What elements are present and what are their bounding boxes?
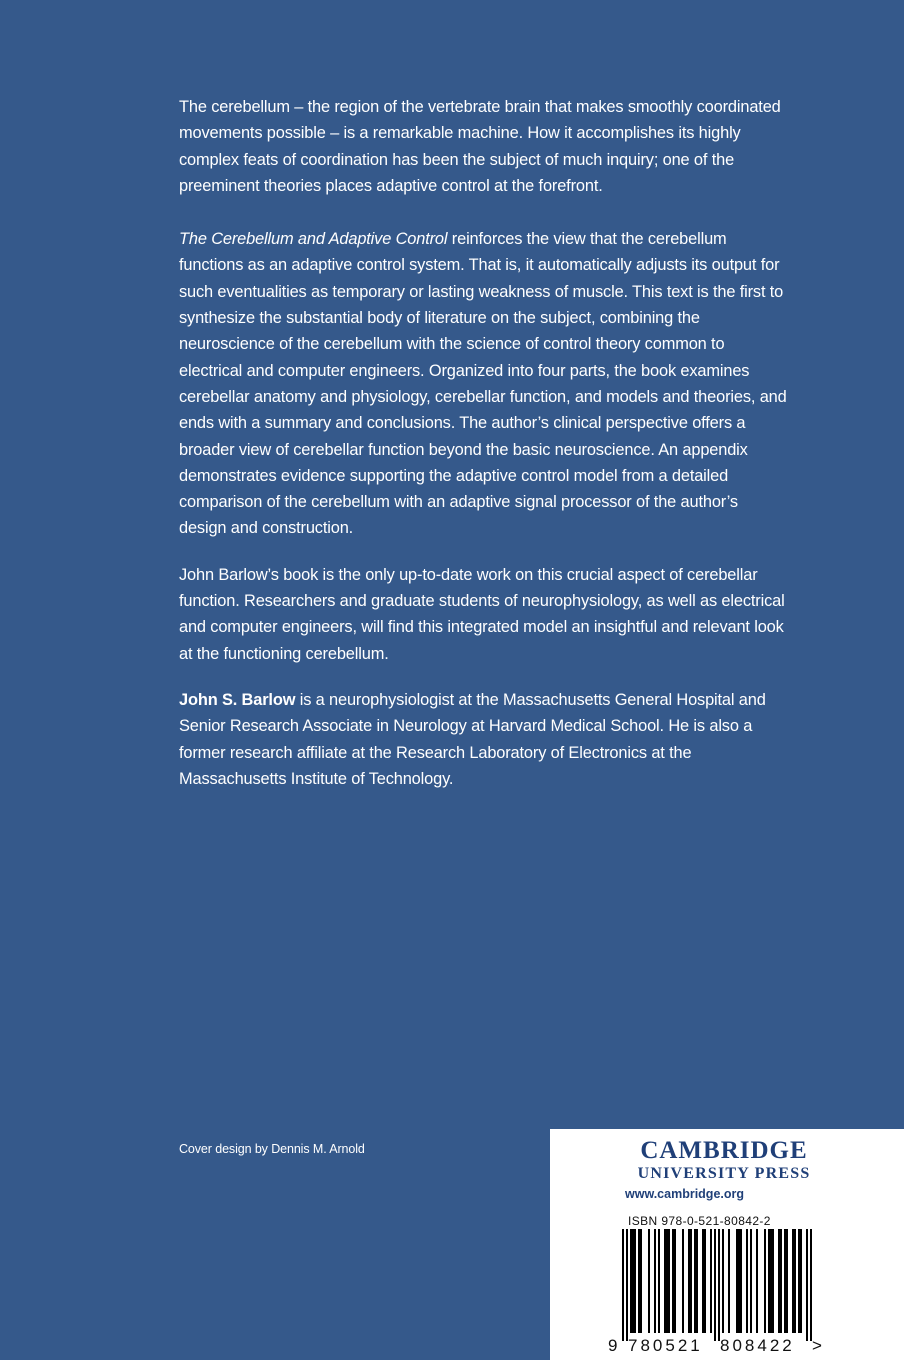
barcode-bar — [800, 1229, 802, 1333]
barcode-bar — [634, 1229, 636, 1333]
barcode-bar — [622, 1229, 624, 1341]
barcode-bar — [632, 1229, 634, 1333]
barcode-bar — [778, 1229, 780, 1333]
barcode-bar — [798, 1229, 800, 1333]
barcode-trail: > — [812, 1336, 822, 1355]
back-cover-blurb — [179, 94, 789, 792]
barcode-bar — [682, 1229, 684, 1333]
barcode-bar — [722, 1229, 724, 1333]
barcode-bar — [658, 1229, 660, 1333]
barcode-bar — [640, 1229, 642, 1333]
barcode-bar — [810, 1229, 812, 1341]
barcode-bar — [714, 1229, 716, 1341]
barcode-digits-left: 780521 — [628, 1336, 703, 1355]
barcode-bar — [792, 1229, 794, 1333]
book-title: The Cerebellum and Adaptive Control — [179, 230, 448, 249]
barcode-digit-first: 9 — [608, 1336, 618, 1355]
barcode-bar — [746, 1229, 748, 1333]
barcode-bar — [756, 1229, 758, 1333]
barcode-bar — [750, 1229, 752, 1333]
barcode-bar — [786, 1229, 788, 1333]
barcode-bar — [630, 1229, 632, 1333]
barcode-bar — [772, 1229, 774, 1333]
barcode-bar — [738, 1229, 740, 1333]
author-bio — [179, 687, 789, 792]
barcode-bar — [780, 1229, 782, 1333]
barcode-bar — [718, 1229, 720, 1341]
barcode-bar — [784, 1229, 786, 1333]
barcode-bar — [672, 1229, 674, 1333]
barcode-bar — [688, 1229, 690, 1333]
barcode-bar — [704, 1229, 706, 1333]
barcode-bar — [668, 1229, 670, 1333]
barcode-bar — [710, 1229, 712, 1333]
publisher-logo-name: CAMBRIDGE — [640, 1137, 808, 1164]
barcode-bar — [770, 1229, 772, 1333]
barcode-bar — [696, 1229, 698, 1333]
barcode-bar — [694, 1229, 696, 1333]
author-bio-text: is a neurophysiologist at the Massachusetts General Hospital and Senior Research Associate in Neurology at Harvard Medical School. He is also a former research affiliate at the Research Laboratory of Electronics at the Massachusetts Institute of Technology. — [179, 690, 766, 788]
blurb-paragraph-summary — [179, 226, 789, 542]
isbn-number: ISBN 978-0-521-80842-2 — [628, 1214, 771, 1228]
barcode-bar — [740, 1229, 742, 1333]
barcode-bar — [806, 1229, 808, 1341]
barcode-bar — [794, 1229, 796, 1333]
summary-text: reinforces the view that the cerebellum functions as an adaptive control system. That is, it automatically adjusts its output for such eventualities as temporary or lasting weakness of muscle. This text is the first to synthesize the substantial body of literature on the subject, combining the neuroscience of the cerebellum with the science of control theory common to electrical and computer engineers. Organized into four parts, the book examines cerebellar anatomy and physiology, cerebellar function, and models and theories, and ends with a summary and conclusions. The author’s clinical perspective offers a broader view of cerebellar function beyond the basic neuroscience. An appendix demonstrates evidence supporting the adaptive control model from a detailed comparison of the cerebellum with an adaptive signal processor of the author’s design and construction. — [179, 230, 787, 538]
barcode-bar — [764, 1229, 766, 1333]
blurb-paragraph-intro: The cerebellum – the region of the vertebrate brain that makes smoothly coordinated movements possible – is a remarkable machine. How it accomplishes its highly complex feats of coordination has been the subject of much inquiry; one of the preeminent theories places adaptive control at the forefront. — [179, 98, 781, 195]
barcode-bars — [622, 1229, 812, 1341]
publisher-url: www.cambridge.org — [625, 1187, 745, 1201]
barcode-digits-right: 808422 — [720, 1336, 795, 1355]
barcode-bar — [728, 1229, 730, 1333]
author-name: John S. Barlow — [179, 690, 296, 709]
barcode-bar — [648, 1229, 650, 1333]
cover-design-credit: Cover design by Dennis M. Arnold — [179, 1142, 365, 1156]
barcode-bar — [768, 1229, 770, 1333]
publisher-logo-sub: UNIVERSITY PRESS — [637, 1165, 811, 1182]
publisher-panel — [550, 1129, 904, 1360]
barcode-bar — [736, 1229, 738, 1333]
barcode-bar — [690, 1229, 692, 1333]
barcode-bar — [626, 1229, 628, 1341]
barcode-bar — [702, 1229, 704, 1333]
barcode-bar — [666, 1229, 668, 1333]
blurb-paragraph-audience: John Barlow’s book is the only up-to-date work on this crucial aspect of cerebellar function. Researchers and graduate students of neurophysiology, as well as electrical and computer engineers, will find this integrated model an insightful and relevant look at the functioning cerebellum. — [179, 565, 785, 663]
barcode-bar — [664, 1229, 666, 1333]
barcode-bar — [654, 1229, 656, 1333]
barcode-bar — [674, 1229, 676, 1333]
barcode — [608, 1229, 826, 1355]
barcode-bar — [638, 1229, 640, 1333]
